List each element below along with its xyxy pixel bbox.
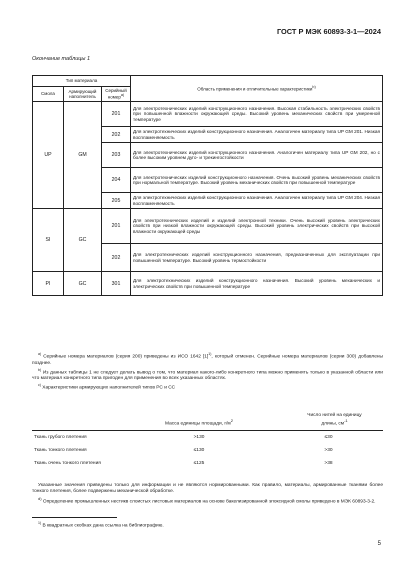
application-cell: Для электротехнических изделий конструкционного назначения. Очень высокий уровень механических свойств при нормальной температуре. Высокий уровень механических свойств при повышенной температуре	[131, 168, 383, 193]
note-a: $^{a)}$ Серийные номера материалов (серия 200) приведены из ИСО 1642 $[1]^{1)}$, который отменен. Серийные номера материалов (серии 300) добавлены позднее.	[32, 352, 383, 366]
filler-column-header: Армирующий наполнитель	[64, 87, 102, 102]
filler-cell: GM	[64, 102, 102, 209]
resin-cell: PI	[33, 272, 64, 296]
footnote-separator	[32, 517, 117, 518]
note-d: $^{d)}$ Определение промышленных нестикв слоистых листовых материалов на основе бакелизированной эпоксидной смолы приведено в МЭК 60893-3-2.	[38, 495, 376, 505]
fabric-column-header	[32, 412, 124, 430]
application-cell: Для электротехнических изделий конструкционного назначения. Высокая стабильность электрических свойств при повышенной влажности окружающей среды. Высокий уровень механических свойств при умеренной температуре	[131, 102, 383, 127]
serial-cell: 204	[102, 168, 131, 193]
serial-cell: 203	[102, 143, 131, 168]
fabric-name-cell: Ткань тонкого плетения	[34, 447, 87, 453]
note-c-remark: Указанные значения приведены только для информации и не являются нормированными. Как правило, материалы, армированные тканями более тонкого плетения, более подвержены механической обработке.	[32, 483, 383, 494]
serial-cell: 202	[102, 127, 131, 143]
serial-cell: 205	[102, 193, 131, 209]
table-notes-continued	[32, 483, 383, 507]
serial-cell: 201	[102, 102, 131, 127]
serial-cell: 201	[102, 209, 131, 244]
resin-column-header: Смола	[33, 87, 64, 102]
material-type-group-header: Тип материала	[33, 76, 131, 87]
resin-cell: UP	[33, 102, 64, 209]
serial-column-header: Серийный номер$^{a)}$	[102, 87, 131, 102]
fabric-name-cell: Ткань грубого плетения	[34, 434, 87, 440]
mass-column-header: Масса единицы площади, $г/м^2$	[124, 412, 274, 430]
filler-cell: GC	[64, 272, 102, 296]
application-cell: Для электротехнических изделий конструкционного назначения. Аналогичен материалу типа UP GM 202, но с более высоким уровнем дуго- и трекингостойкости	[131, 143, 383, 168]
filler-cell: GC	[64, 209, 102, 272]
application-cell: Для электротехнических изделий и изделий электронной техники. Очень высокий уровень электрических свойств при низкой влажности окружающей среды. Высокий уровень электрических свойств при высокой влажности окружающей среды	[131, 209, 383, 244]
mass-cell: ≤130	[193, 447, 205, 453]
thread-count-cell: >38	[324, 460, 333, 466]
thread-count-column-header: Число нитей на единицу длины, $см^{-1}$	[274, 412, 383, 430]
thread-count-cell: >30	[324, 447, 333, 453]
serial-cell: 301	[102, 272, 131, 296]
thread-count-cell: ≤30	[324, 434, 333, 440]
application-cell: Для электротехнических изделий конструкционного назначения. Аналогичен материалу типа UP GM 204. Низкая воспламеняемость	[131, 193, 383, 209]
application-cell: Для электротехнических изделий конструкционного назначения. Высокий уровень механических и электрических свойств при повышенной температуре	[131, 272, 383, 296]
application-column-header: Область применения и отличительные характеристики$^{b)}$	[131, 76, 383, 102]
note-c: $^{c)}$ Характеристики армирующих наполнителей типов PC и CC	[38, 383, 176, 391]
fabric-name-cell: Ткань очень тонкого плетения	[34, 460, 101, 466]
page-number: 5	[377, 541, 381, 547]
serial-cell: 202	[102, 244, 131, 272]
resin-cell: SI	[33, 209, 64, 272]
table-notes	[32, 352, 383, 393]
materials-table	[32, 75, 383, 296]
note-b: $^{b)}$ Из данных таблицы 1 не следует делать вывод о том, что материал какого-либо конкретного типа можно применять только в указанной области или что материал конкретного типа пригоден для применения во всех указанных областях.	[32, 367, 383, 382]
table-continuation-label: Окончание таблицы 1	[32, 56, 91, 62]
application-cell: Для электротехнических изделий конструкционного назначения, предназначенных для эксплуатации при повышенной температуре. Высокий уровень термостойкости	[131, 244, 383, 272]
mass-cell: ≤125	[193, 460, 205, 466]
application-cell: Для электротехнических изделий конструкционного назначения. Аналогичен материалу типа UP GM 201. Низкая воспламеняемость	[131, 127, 383, 143]
filler-characteristics-table	[32, 412, 383, 470]
mass-cell: >130	[193, 434, 205, 440]
page-footnote: $^{1)}$ В квадратных скобках дана ссылка на библиографию.	[38, 521, 164, 529]
document-header: ГОСТ Р МЭК 60893-3-1—2024	[276, 27, 381, 36]
